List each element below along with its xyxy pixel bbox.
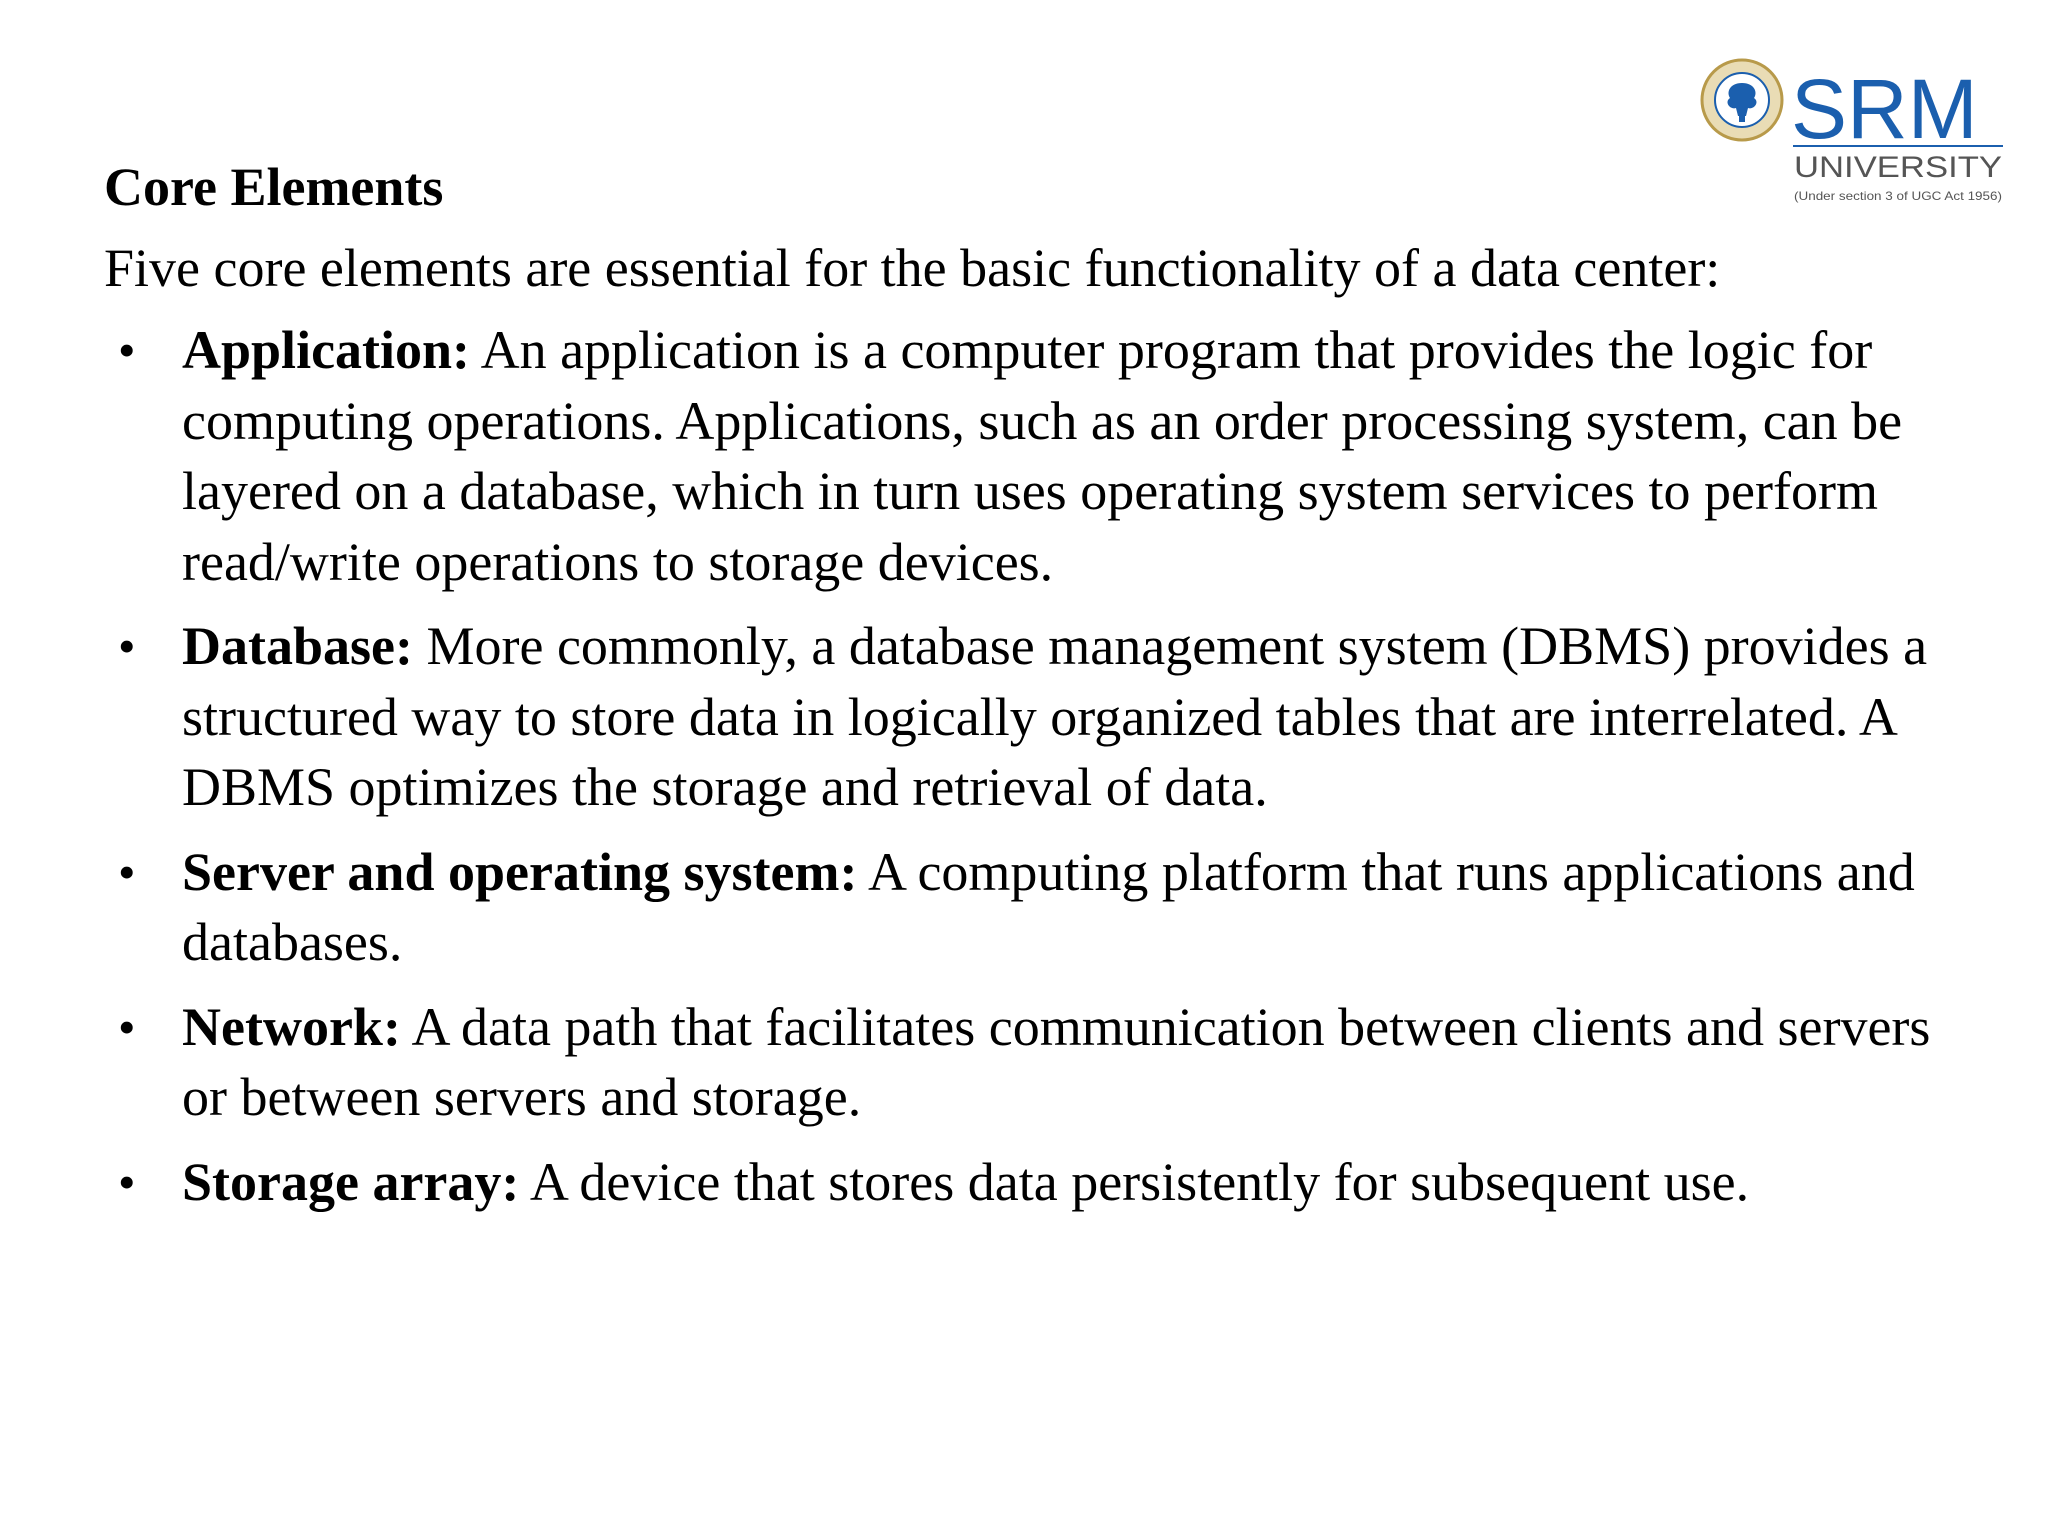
logo-name: SRM xyxy=(1791,62,1978,156)
item-text: An application is a computer program that provides the logic for computing operations. Applications, such as an order processing system, can be layered on a database, which in turn uses operating system services to perform read/write operations to storage devices. xyxy=(182,320,1903,592)
item-term: Application: xyxy=(182,320,471,380)
core-elements-list xyxy=(104,315,1984,1231)
item-text: A data path that facilitates communication between clients and servers or between servers and storage. xyxy=(182,996,1931,1127)
list-item-database xyxy=(104,611,1984,823)
item-term: Network: xyxy=(182,996,401,1057)
list-item-network xyxy=(104,992,1984,1133)
item-text: More commonly, a database management system (DBMS) provides a structured way to store data in logically organized tables that are interrelated. A DBMS optimizes the storage and retrieval of data. xyxy=(182,616,1928,817)
item-term: Storage array: xyxy=(182,1151,520,1212)
bullet-icon: • xyxy=(118,1153,136,1210)
bullet-icon: • xyxy=(118,618,136,674)
university-seal-icon xyxy=(1702,60,1782,140)
item-term: Database: xyxy=(182,616,413,676)
item-text: A computing platform that runs applications and databases. xyxy=(182,841,1915,972)
slide-title: Core Elements xyxy=(104,157,444,217)
item-term: Server and operating system: xyxy=(182,841,858,902)
item-text: A device that stores data persistently for subsequent use. xyxy=(519,1151,1750,1212)
srm-university-logo xyxy=(1700,58,2005,208)
list-item-server-os xyxy=(104,837,1984,978)
bullet-icon: • xyxy=(118,843,136,900)
logo-subtitle: UNIVERSITY xyxy=(1794,151,2002,184)
bullet-icon: • xyxy=(118,998,136,1055)
list-item-storage-array xyxy=(104,1147,1984,1218)
logo-tagline: (Under section 3 of UGC Act 1956) xyxy=(1794,189,2003,203)
list-item-application xyxy=(104,315,1984,597)
intro-text: Five core elements are essential for the basic functionality of a data center: xyxy=(104,238,1721,298)
bullet-icon: • xyxy=(118,322,136,378)
